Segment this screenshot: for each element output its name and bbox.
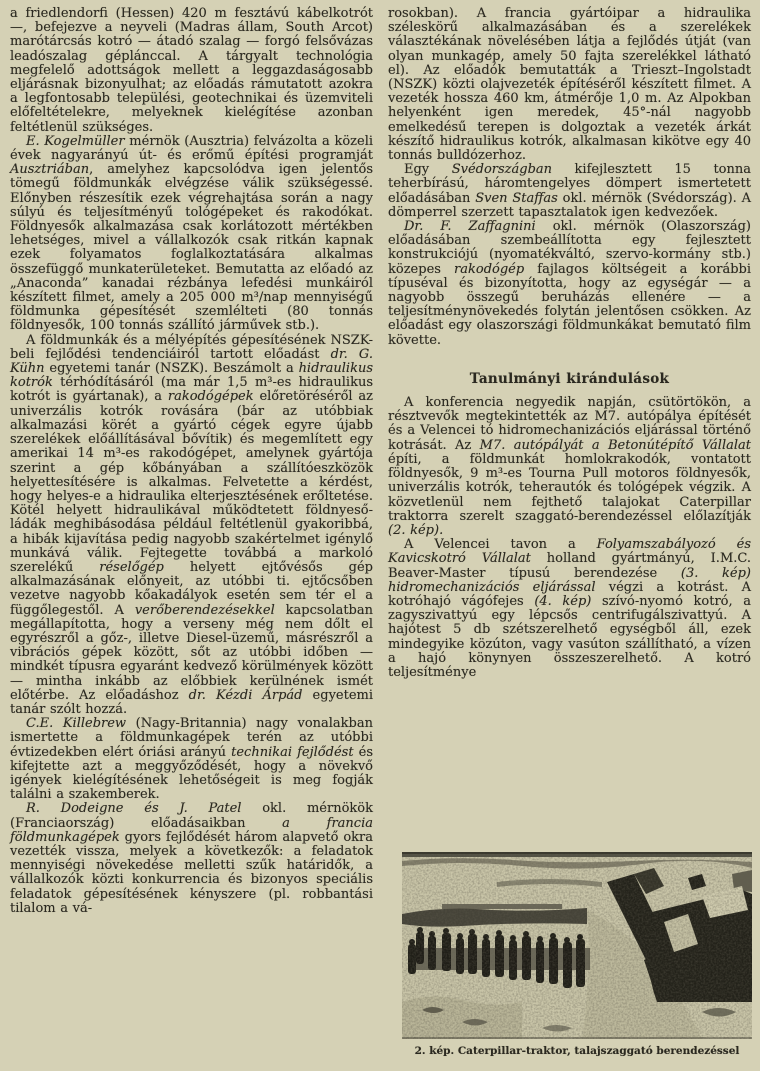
emphasized-text: (2. kép). <box>388 522 444 538</box>
emphasized-text: R. Dodeigne és J. Patel <box>26 801 242 817</box>
body-text: mérnök (Ausztria) felvázolta a közeli évek nagyarányú út- és erőmű építési programját <box>10 133 374 164</box>
emphasized-text: verőberendezésekkel <box>134 602 275 618</box>
body-text: építi, a földmunkát homlokrakodók, vontatott földnyesők, 9 m³-es Tourna Pull motoros földnyesők, univerzális kotrók, teherautók és tológépek végzik. A közvetlenül nem fejthető talajokat Caterpillar traktorra szerelt szaggató-berendezéssel előlazítják <box>388 451 751 524</box>
paragraph <box>388 396 751 538</box>
paragraph <box>10 802 373 916</box>
emphasized-text: réselőgép <box>99 559 164 575</box>
emphasized-text: dr. Kézdi Árpád <box>188 687 303 703</box>
figure-caption: 2. kép. Caterpillar-traktor, talajszaggató berendezéssel <box>414 1045 740 1057</box>
emphasized-text: technikai fejlődést <box>231 744 354 760</box>
body-text: gyors fejlődését három alapvető okra vezették vissza, melyek a következők: a feladatok mennyiségi növekedése melletti szűk határidők, a vállalkozók közti konkurrencia és bizonyos speciális feladatok gépesítésének kényszere (pl. robbantási tilalom a vá- <box>10 829 373 916</box>
emphasized-text: dr. G. Kühn <box>10 346 373 377</box>
paragraph <box>388 538 751 680</box>
emphasized-text: (3. kép) hidromechanizációs eljárással <box>388 565 751 595</box>
emphasized-text: rakodógépek <box>167 389 254 405</box>
paragraph <box>388 163 751 220</box>
emphasized-text: a francia földmunkagépek <box>10 815 373 845</box>
halftone-photo-graphic <box>402 852 752 1039</box>
emphasized-text: hidraulikus kotrók <box>10 361 373 391</box>
emphasized-text: Dr. F. Zaffagnini <box>404 219 536 235</box>
body-text: egyetemi tanár (NSZK). Beszámolt a <box>44 361 299 377</box>
body-text: (Nagy-Britannia) nagy vonalakban ismertette a földmunkagépek terén az utóbbi évtizedekben elért óriási arányú <box>10 716 374 760</box>
left-column <box>10 7 373 916</box>
figure-photo <box>402 852 752 1039</box>
body-text: előretöréséről az univerzális kotrók rovására (bár az utóbbiak alkalmazási körét a gyártó cégek egyre újabb szerelékek előállításával bővítik) és megemlített egy amerikai 14 m³-es rakodógépet, amelynek gyártója szerint a gép kőbányában a szállítóeszközök helyettesítésére is alkalmas. Felvetette a kérdést, hogy helyes-e a hidraulika elterjesztésének erőltetése. Kötél helyett hidraulikával működtetett földnyeső-ládák meghibásodása például feltétlenül gyakoribbá, a hibák kijavítása pedig nagyobb szakértelmet igénylő munkává válik. Fejtegette továbbá a markoló szerelékű <box>10 389 373 575</box>
emphasized-text: rakodógép <box>454 261 525 277</box>
body-text: Egy <box>404 162 452 178</box>
body-text: végzi a kotrást. A kotróhajó vágófejes <box>388 579 751 609</box>
emphasized-text: Sven Staffas <box>475 190 558 206</box>
emphasized-text: E. Kogelmüller <box>26 133 125 149</box>
body-text: holland gyártmányú, I.M.C. Beaver-Master típusú berendezése <box>388 551 751 581</box>
body-text: , amelyhez kapcsolódva igen jelentős tömegű földmunkák elvégzése válik szükségessé. Előnyben részesítik ezek végrehajtása során a nagy súlyú és teljesítményű tológépeket és rakodókat. Földnyesők alkalmazása csak korlátozott mértékben lehetséges, mivel a vállalkozók csak ritkán kapnak ezek folyamatos foglalkoztatására alkalmas összefüggő munkaterületeket. Bemutatta az előadó az „Anaconda” kanadai rézbánya lefedési munkáiról készített filmet, amely a 205 000 m³/nap mennyiségű földmunka gépesítését szemlélteti (80 tonnás földnyesők, 100 tonnás szállító járművek stb.). <box>10 162 373 334</box>
body-text: a friedlendorfi (Hessen) 420 m fesztávú kábelkotrót —, befejezve a neyveli (Madras állam, South Arcot) marótárcsás kotró — átadó szalag — forgó felsővázas leadószalag géplánccal. A tárgyalt technológia megfelelő adottságok mellett a leggazdaságosabb eljárásnak bizonyulhat; az előadás rámutatott azokra a legfontosabb települési, geotechnikai és üzemviteli előfeltételekre, melyeknek kielégítése azonban feltétlenül szükséges. <box>10 6 373 135</box>
body-text: kifejlesztett 15 tonna teherbírású, háromtengelyes dömpert ismertetett előadásában <box>388 162 751 206</box>
paragraph <box>10 7 373 135</box>
body-text: A konferencia negyedik napján, csütörtökön, a résztvevők megtekintették az M7. autópálya építését és a Velencei tó hidromechanizációs eljárással történő kotrását. Az <box>388 395 751 453</box>
paragraph <box>10 135 373 334</box>
body-text: helyett ejtővésős gép alkalmazásának előnyeit, az utóbbi ti. ejtőcsőben vezetve nagyobb kőakadályok esetén sem tér el a függőlegestől. A <box>10 559 373 618</box>
section-heading: Tanulmányi kirándulások <box>469 370 670 387</box>
body-text: és kifejtette azt a meggyőződését, hogy a növekvő igények kielégítésének lehetőségeit is meg fogják találni a szakemberek. <box>10 744 373 803</box>
emphasized-text: (4. kép) <box>534 593 592 609</box>
body-text: szívó-nyomó kotró, a zagyszivattyú egy lépcsős centrifugálszivattyú. A hajótest 5 db szétszerelhető egységből áll, ezek mindegyike közúton, vagy vasúton szállítható, a vízen a hajó könynyen összeszerelhető. A kotró teljesítménye <box>388 593 751 680</box>
emphasized-text: Folyamszabályozó és Kavicskotró Vállalat <box>388 537 752 567</box>
emphasized-text: C.E. Killebrew <box>26 716 127 732</box>
body-text: kapcsolatban megállapította, hogy a verseny még nem dőlt el egyrészről a gőz-, illetve Diesel-üzemű, másrészről a vibrációs gépek között, sőt az utóbbi időben — mindkét típusra egyaránt kedvező körülmények között — mintha inkább az előbbiek kerülnének ismét előtérbe. Az előadáshoz <box>10 602 373 703</box>
emphasized-text: M7. autópályát a Betonútépítő Vállalat <box>479 437 751 453</box>
paragraph <box>10 717 373 802</box>
body-text: okl. mérnökök (Franciaország) előadásaikban <box>10 801 373 831</box>
figure-2 <box>402 852 752 1057</box>
body-text: térhódításáról (ma már 1,5 m³-es hidraulikus kotrót is gyártanak), a <box>10 375 373 405</box>
body-text: egyetemi tanár szólt hozzá. <box>10 687 374 717</box>
emphasized-text: Svédországban <box>451 162 553 178</box>
body-text: okl. mérnök (Svédország). A dömperrel szerzett tapasztalatok igen kedvezőek. <box>388 190 751 220</box>
body-text: rosokban). A francia gyártóipar a hidraulika széleskörű alkalmazásában és a szerelékek választékának növelésében látja a fejlődés útját (van olyan munkagép, amely 50 fajta szerelékkel látható el). Az előadók bemutatták a Trieszt–Ingolstadt (NSZK) közti olajvezeték építéséről készített filmet. A vezeték hossza 460 km, átmérője 1,0 m. Az Alpokban helyenként igen meredek, 45°-nál nagyobb emelkedésű terepen is dolgoztak a vezeték árkát készítő hidraulikus kotrók, alkalmasan kikötve egy 40 tonnás bulldózerhoz. <box>388 6 751 164</box>
body-text: fajlagos költségeit a korábbi típuséval és bizonyította, hogy az egységár — a nagyobb összegű beruházás ellenére — a teljesítménynövekedés folytán jelentősen csökken. Az előadást egy olaszországi földmunkákat bemutató film követte. <box>388 261 751 348</box>
body-text: A földmunkák és a mélyépítés gépesítésének NSZK-beli fejlődési tendenciáiról tartott előadást <box>10 332 373 362</box>
emphasized-text: Ausztriában <box>10 162 90 178</box>
paragraph <box>10 334 373 717</box>
right-column <box>388 7 751 916</box>
body-text: okl. mérnök (Olaszország) előadásában szembeállította egy fejlesztett konstrukciójú (nyomatékváltó, szervo-kormány stb.) közepes <box>388 219 751 277</box>
paragraph <box>388 7 751 163</box>
body-text: A Velencei tavon a <box>404 537 597 553</box>
paragraph <box>388 220 751 348</box>
